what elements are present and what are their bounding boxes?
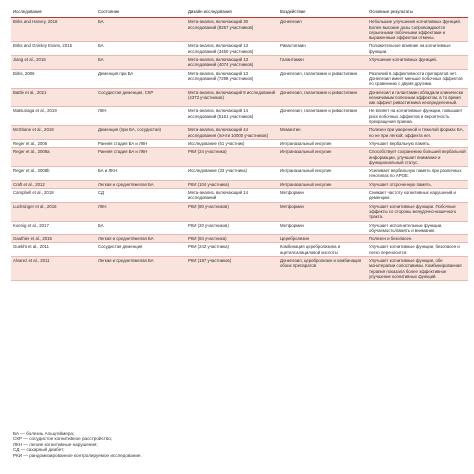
table-row (11, 126, 468, 140)
cell-design: РКИ (84 участника) (186, 235, 278, 243)
table-row (11, 88, 468, 107)
cell-results: Снижает частоту когнитивных нарушений и деменции. (367, 189, 468, 203)
cell-results: Усиливает вербальную память при различных генотипах по APOE. (367, 167, 468, 181)
cell-intervention: Галантамин (278, 56, 367, 70)
abbreviations-legend (13, 431, 253, 458)
cell-study: Alvarez et al., 2011 (11, 256, 96, 280)
header-condition: Состояние (98, 9, 120, 14)
cell-results: Улучшает отсроченную память. (367, 180, 468, 188)
cell-results: Полезен при умеренной и тяжелой формах БА, но не при легкой; эффекта нет. (367, 126, 468, 140)
cell-design: РКИ (104 участника) (186, 180, 278, 188)
cell-intervention: Метформин (278, 189, 367, 203)
cell-study: Craft et al., 2012 (11, 180, 96, 188)
header-study: Исследование (13, 9, 42, 14)
table-row (11, 202, 468, 221)
table-row (11, 42, 468, 56)
table-row (11, 256, 468, 280)
cell-design: РКИ (24 участника) (186, 148, 278, 167)
cell-study: Koenig et al., 2017 (11, 221, 96, 235)
legend-line: БА — болезнь Альцгеймера; (13, 431, 75, 436)
cell-intervention: Комбинация церебролизина и ацетилсалициловой кислоты (278, 243, 367, 257)
cell-condition: ЛКН (96, 202, 186, 221)
header-design: Дизайн исследования (188, 9, 232, 14)
cell-results: Донепезил и галантамин обладали клинически незначимым полезным эффектом, в то время как эффект ривастигмина неопределенный. (367, 88, 468, 107)
cell-design: РКИ (80 участников) (186, 202, 278, 221)
cell-study: Reger et al., 2006 (11, 139, 96, 147)
cell-intervention: Церебролизин (278, 235, 367, 243)
cell-results: Различий в эффективности препаратов нет. Донепезил имеет меньше побочных эффектов по сравнению с двумя другими. (367, 69, 468, 88)
cell-study: Birks and Grimley Evans, 2015 (11, 42, 96, 56)
cell-study: Reger et al., 2008a (11, 148, 96, 167)
header-intervention: Воздействие (280, 9, 306, 14)
table-row (11, 107, 468, 126)
cell-design: РКИ (242 участника) (186, 243, 278, 257)
cell-results: Положительное влияние на когнитивные функции. (367, 42, 468, 56)
cell-results: Улучшение когнитивных функций. (367, 56, 468, 70)
cell-intervention: Донепезил, галантамин и ривастигмин (278, 107, 367, 126)
cell-intervention: Интраназальный инсулин (278, 180, 367, 188)
cell-study: Reger et al., 2008b (11, 167, 96, 181)
cell-condition: Ранняя стадия БА и ЛКН (96, 148, 186, 167)
cell-study: McShane et al., 2019 (11, 126, 96, 140)
cell-condition: Ранняя стадия БА и ЛКН (96, 139, 186, 147)
header-row (11, 8, 468, 18)
cell-condition: Сосудистая деменция, СКР (96, 88, 186, 107)
table-row (11, 148, 468, 167)
cell-results: Улучшает когнитивные функции, обе монотерапии сопоставимы. Комбинированная терапия показала более эффективное улучшение когнитивных функций. (367, 256, 468, 280)
studies-table (11, 8, 468, 281)
table-row (11, 235, 468, 243)
legend-line: СКР — сосудистое когнитивное расстройство; (13, 436, 113, 442)
cell-intervention: Интраназальный инсулин (278, 167, 367, 181)
cell-results: Полезен и безопасен. (367, 235, 468, 243)
cell-intervention: Метформин (278, 202, 367, 221)
table-row (11, 221, 468, 235)
cell-intervention: Ривастигмин (278, 42, 367, 56)
legend-line: ЛКН — легкие когнитивные нарушения; (13, 441, 98, 447)
legend-line: СД — сахарный диабет; (13, 447, 65, 453)
cell-results: Улучшает исполнительные функции, обучаемость/память и внимание. (367, 221, 468, 235)
cell-study: Guekht et al., 2011 (11, 243, 96, 257)
cell-study: Jiang et al., 2015 (11, 56, 96, 70)
cell-intervention: Донепезил, церебролизин и комбинация обоих препаратов (278, 256, 367, 280)
table-body (11, 18, 468, 281)
table-row (11, 69, 468, 88)
cell-condition: БА (96, 56, 186, 70)
table-row (11, 56, 468, 70)
cell-study: Campbell et al., 2018 (11, 189, 96, 203)
cell-results: Улучшает когнитивные функции. Побочные эффекты со стороны желудочно-кишечного тракта. (367, 202, 468, 221)
cell-condition: БА (96, 18, 186, 42)
cell-study: Matsunaga et al., 2019 (11, 107, 96, 126)
cell-intervention: Донепезил, галантамин и ривастигмин (278, 69, 367, 88)
cell-intervention: Интраназальный инсулин (278, 139, 367, 147)
cell-intervention: Интраназальный инсулин (278, 148, 367, 167)
cell-results: Не влияет на когнитивные функции, повышает риск побочных эффектов и вероятность прекращения приема. (367, 107, 468, 126)
cell-intervention: Мемантин (278, 126, 367, 140)
cell-condition: Легкая и среднетяжелая БА (96, 235, 186, 243)
cell-design: Мета-анализ, включающий 8 исследований (4373 участников) (186, 88, 278, 107)
cell-condition: Легкая и среднетяжелая БА (96, 180, 186, 188)
cell-condition: Деменция (при БА, сосудистая) (96, 126, 186, 140)
cell-study: Birks and Harvey, 2018 (11, 18, 96, 42)
table-row (11, 189, 468, 203)
cell-study: Battle et al., 2021 (11, 88, 96, 107)
cell-condition: СД (96, 189, 186, 203)
cell-intervention: Метформин (278, 221, 367, 235)
cell-design: Мета-анализ, включающий 14 исследований (5161 участников) (186, 107, 278, 126)
cell-condition: Сосудистая деменция (96, 243, 186, 257)
cell-design: Мета-анализ, включающий 13 исследований (7298 участников) (186, 69, 278, 88)
cell-condition: Деменция при БА (96, 69, 186, 88)
cell-study: Birks, 2006 (11, 69, 96, 88)
cell-condition: БА (96, 42, 186, 56)
legend-line: РКИ — рандомизированное контролируемое исследование. (13, 452, 142, 458)
header-results: Основные результаты (369, 9, 413, 14)
cell-results: Небольшие улучшения когнитивных функций. Более высокие дозы сопровождаются серьезными побочными эффектами и выраженным эффектом отмены. (367, 18, 468, 42)
cell-study: Luchsinger et al., 2016 (11, 202, 96, 221)
table-header (11, 8, 468, 18)
cell-design: Мета-анализ, включающий 30 исследований (8257 участников) (186, 18, 278, 42)
cell-design: Мета-анализ, включающий 13 исследований (4074 участников) (186, 56, 278, 70)
cell-design: Мета-анализ, включающий 13 исследований (3450 участников) (186, 42, 278, 56)
cell-results: Улучшает вербальную память. (367, 139, 468, 147)
cell-results: Улучшает когнитивные функции, безопасен и легко переносится. (367, 243, 468, 257)
table-row (11, 243, 468, 257)
table-row (11, 139, 468, 147)
cell-intervention: Донепезил (278, 18, 367, 42)
cell-design: РКИ (197 участников) (186, 256, 278, 280)
cell-study: Gauthier et al., 2015 (11, 235, 96, 243)
table-row (11, 167, 468, 181)
cell-results: Способствует сохранению большей вербальной информации, улучшает внимание и функциональный статус. (367, 148, 468, 167)
table-row (11, 180, 468, 188)
cell-design: Исследование (33 участника) (186, 167, 278, 181)
cell-condition: ЛКН (96, 107, 186, 126)
cell-condition: Легкая и среднетяжелая БА (96, 256, 186, 280)
cell-design: РКИ (20 участников) (186, 221, 278, 235)
cell-condition: БА и ЛКН (96, 167, 186, 181)
table-row (11, 18, 468, 42)
cell-condition: БА (96, 221, 186, 235)
cell-design: Исследование (61 участник) (186, 139, 278, 147)
cell-intervention: Донепезил, галантамин и ривастигмин (278, 88, 367, 107)
cell-design: Мета-анализ, включающий 44 исследования (почти 10000 участников) (186, 126, 278, 140)
cell-design: Мета-анализ, включающий 14 исследований (186, 189, 278, 203)
